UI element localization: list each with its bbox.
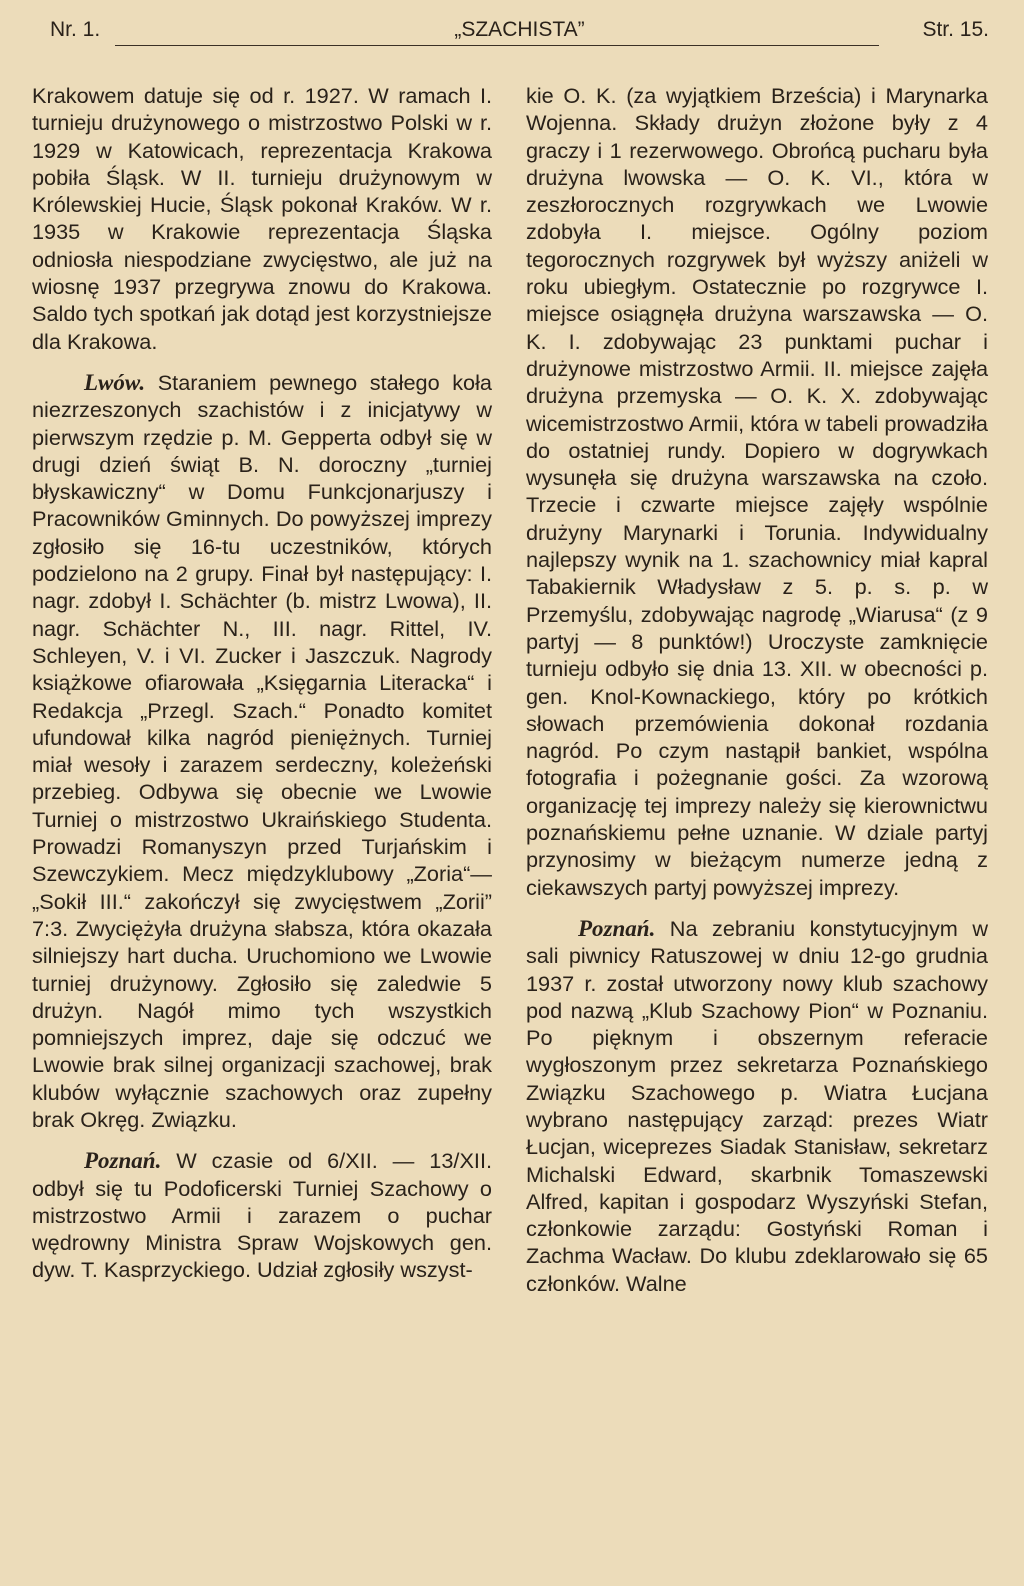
header-rule [115, 45, 879, 46]
section-lead-lwow: Lwów. [84, 369, 146, 395]
right-column [526, 82, 988, 1297]
left-column [32, 82, 492, 1284]
page-number: Str. 15. [922, 18, 989, 41]
paragraph-lwow-text: Staraniem pewnego stałego koła niezrzeszonych szachistów i z inicjatywy w pierwszym rzędzie p. M. Gepperta odbył się w drugi dzień świąt B. N. doroczny „turniej błyskawiczny“ w Domu Funkcjonarjuszy i Pracowników Gminnych. Do powyższej imprezy zgłosiło się 16-tu uczestników, których podzielono na 2 grupy. Finał był następujący: I. nagr. zdobył I. Schächter (b. mistrz Lwowa), II. nagr. Schächter N., III. nagr. Rittel, IV. Schleyen, V. i VI. Zucker i Jaszczuk. Nagrody książkowe ofiarowała „Księgarnia Literacka“ i Redakcja „Przegl. Szach.“ Ponadto komitet ufundował kilka nagród pieniężnych. Turniej miał wesoły i zarazem serdeczny, koleżeński przebieg. Odbywa się obecnie we Lwowie Turniej o mistrzostwo Ukraińskiego Studenta. Prowadzi Romanyszyn przed Turjańskim i Szewczykiem. Mecz międzyklubowy „Zoria“—„Sokił III.“ zakończył się zwycięstwem „Zorii” 7:3. Zwyciężyła drużyna słabsza, która okazała silniejszy hart ducha. Uruchomiono we Lwowie turniej drużynowy. Zgłosiło się zaledwie 5 drużyn. Nagół mimo tych wszystkich pomniejszych imprez, daje się odczuć we Lwowie brak silnej organizacji szachowej, brak klubów wyłącznie szachowych oraz zupełny brak Okręg. Związku. [32, 369, 492, 1132]
paragraph-poznan-tournament [32, 1147, 492, 1283]
issue-number: Nr. 1. [50, 18, 101, 41]
paragraph-poznan-tournament-text: W czasie od 6/XII. — 13/XII. odbył się tu Podoficerski Turniej Szachowy o mistrzostwo Armii i zarazem o puchar wędrowny Ministra Spraw Wojskowych gen. dyw. T. Kasprzyckiego. Udział zgłosiły wszyst- [32, 1148, 492, 1283]
section-lead-poznan: Poznań. [84, 1148, 162, 1174]
section-lead-poznan-club: Poznań. [578, 915, 656, 941]
paragraph-tournament-continued: kie O. K. (za wyjątkiem Brześcia) i Marynarka Wojenna. Składy drużyn złożone były z 4 graczy i 1 rezerwowego. Obrońcą pucharu była drużyna lwowska — O. K. VI., która w zeszłorocznych rozgrywkach we Lwowie zdobyła I. miejsce. Ogólny poziom tegorocznych rozgrywek był wyższy aniżeli w roku ubiegłym. Ostatecznie po rozgrywce I. miejsce osiągnęła drużyna warszawska — O. K. I. zdobywając 23 punktami puchar i drużynowe mistrzostwo Armii. II. miejsce zajęła drużyna przemyska — O. K. X. zdobywając wicemistrzostwo Armii, która w tabeli prowadziła do ostatniej rundy. Dopiero w dogrywkach wysunęła się drużyna warszawska na czoło. Trzecie i czwarte miejsce zajęły wspólnie drużyny Marynarki i Torunia. Indywidualny najlepszy wynik na 1. szachownicy miał kapral Tabakiernik Władysław z 5. p. s. p. w Przemyślu, zdobywając nagrodę „Wiarusa“ (z 9 partyj — 8 punktów!) Uroczyste zamknięcie turnieju odbyło się dnia 13. XII. w obecności p. gen. Knol-Kownackiego, który po krótkich słowach przemówienia dokonał rozdania nagród. Po czym nastąpił bankiet, wspólna fotografia i pożegnanie gości. Za wzorową organizację tej imprezy należy się kierownictwu poznańskiemu pełne uznanie. W dziale partyj przynosimy w bieżącym numerze jedną z ciekawszych partyj powyższej imprezy. [526, 83, 988, 900]
paragraph-poznan-club-text: Na zebraniu konstytucyjnym w sali piwnicy Ratuszowej w dniu 12-go grudnia 1937 r. został utworzony nowy klub szachowy pod nazwą „Klub Szachowy Pion“ w Poznaniu. Po pięknym i obszernym referacie wygłoszonym przez sekretarza Poznańskiego Związku Szachowego p. Wiatra Łucjana wybrano następujący zarząd: prezes Wiatr Łucjan, wiceprezes Siadak Stanisław, sekretarz Michalski Edward, skarbnik Tomaszewski Alfred, kapitan i gospodarz Wyszyński Stefan, członkowie zarządu: Gostyński Roman i Zachma Wacław. Do klubu zdeklarowało się 65 członków. Walne [526, 915, 988, 1296]
paragraph-krakow: Krakowem datuje się od r. 1927. W ramach I. turnieju drużynowego o mistrzostwo Polski w r. 1929 w Katowicach, reprezentacja Krakowa pobiła Śląsk. W II. turnieju drużynowym w Królewskiej Hucie, Śląsk pokonał Kraków. W r. 1935 w Krakowie reprezentacja Śląska odniosła niespodziane zwycięstwo, ale już na wiosnę 1937 przegrywa znowu do Krakowa. Saldo tych spotkań jak dotąd jest korzystniejsze dla Krakowa. [32, 83, 492, 354]
journal-title: „SZACHISTA” [454, 18, 585, 41]
running-header [50, 18, 989, 48]
paragraph-poznan-club [526, 915, 988, 1297]
paragraph-lwow [32, 369, 492, 1133]
